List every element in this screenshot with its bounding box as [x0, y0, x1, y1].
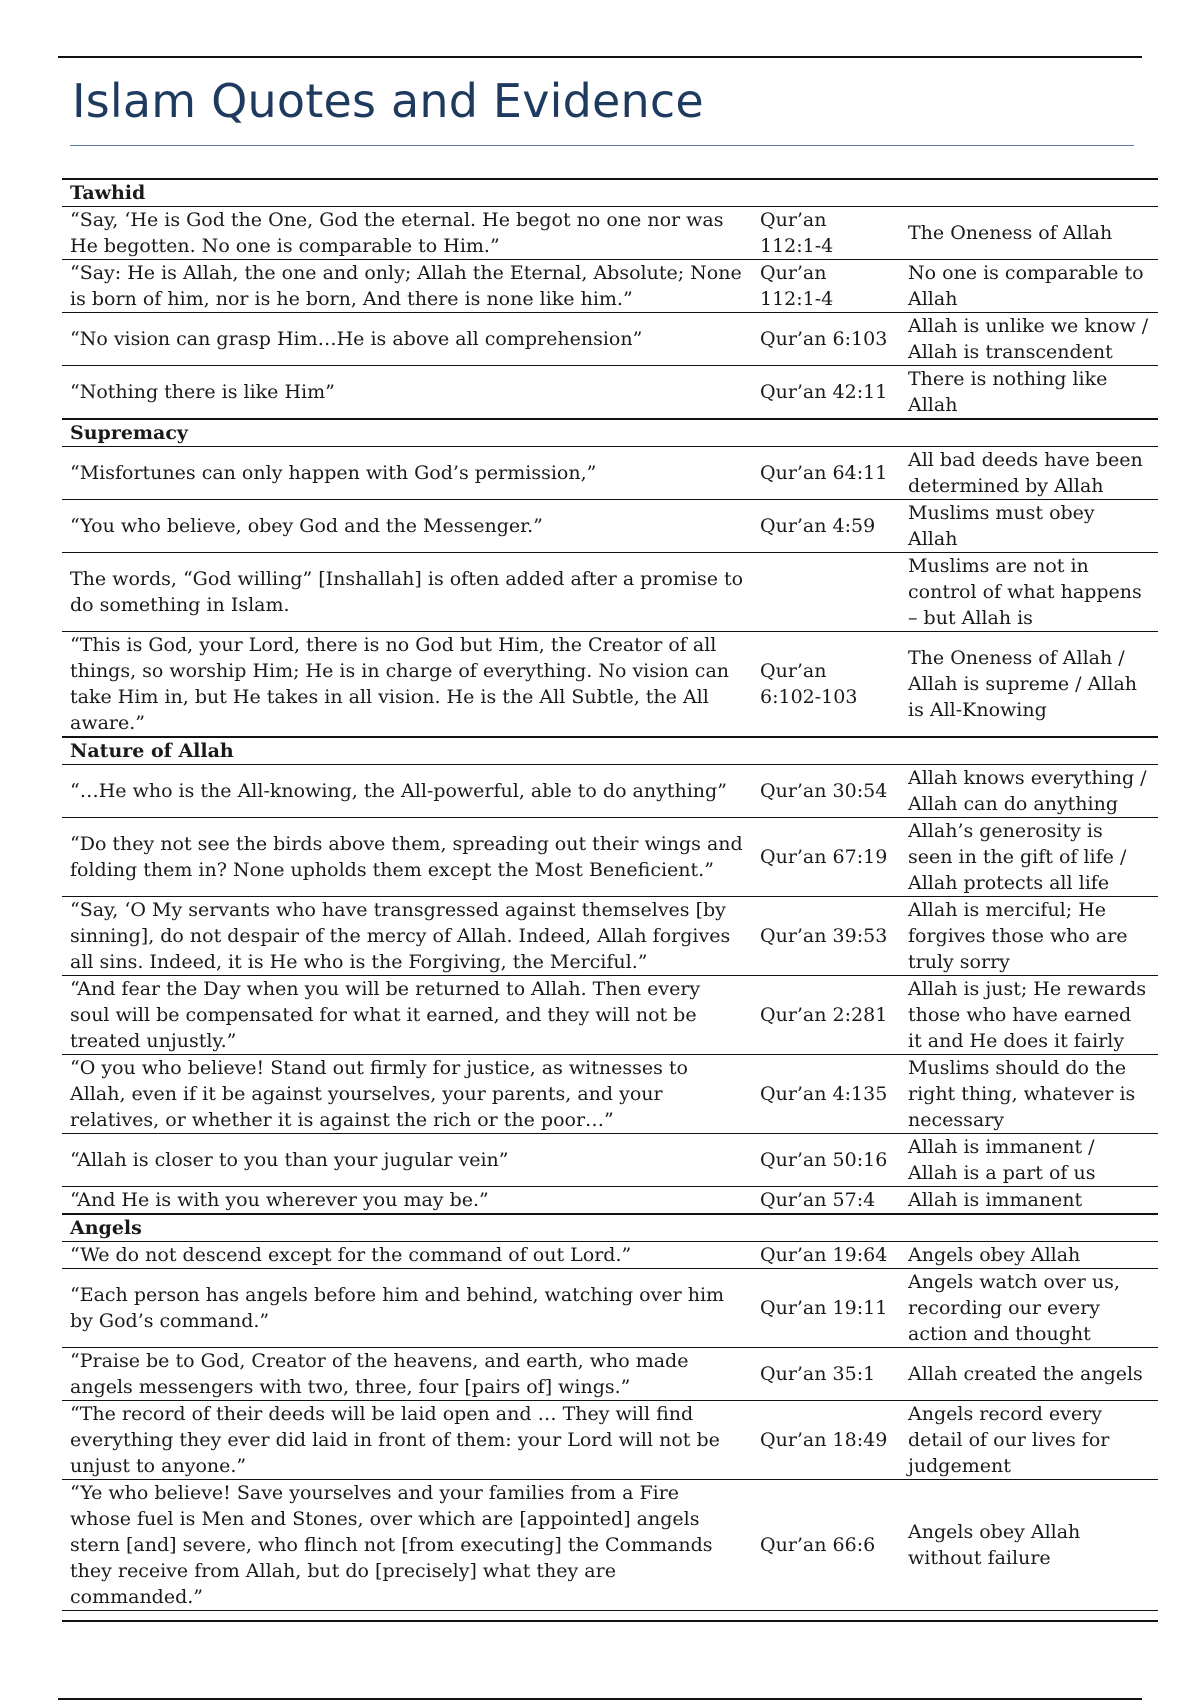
meaning-cell: All bad deeds have been determined by Allah — [900, 447, 1158, 500]
quote-cell: “And fear the Day when you will be returned to Allah. Then every soul will be compensated for what it earned, and they will not be treated unjustly.” — [62, 976, 752, 1055]
reference-cell: Qur’an 6:103 — [752, 313, 900, 366]
meaning-cell: Allah created the angels — [900, 1348, 1158, 1401]
meaning-cell: Angels record every detail of our lives for judgement — [900, 1401, 1158, 1480]
quote-cell: “Allah is closer to you than your jugular vein” — [62, 1134, 752, 1187]
reference-cell — [752, 553, 900, 632]
reference-cell: Qur’an 66:6 — [752, 1480, 900, 1611]
section-header-row — [62, 179, 1158, 207]
quote-cell: The words, “God willing” [Inshallah] is often added after a promise to do something in Islam. — [62, 553, 752, 632]
table-row — [62, 897, 1158, 976]
reference-cell: Qur’an 112:1-4 — [752, 207, 900, 260]
table-row — [62, 500, 1158, 553]
reference-cell: Qur’an 112:1-4 — [752, 260, 900, 313]
meaning-cell: There is nothing like Allah — [900, 366, 1158, 420]
table-row — [62, 1401, 1158, 1480]
table-row — [62, 818, 1158, 897]
meaning-cell: No one is comparable to Allah — [900, 260, 1158, 313]
table-row — [62, 632, 1158, 738]
table-row — [62, 1480, 1158, 1611]
table-row — [62, 207, 1158, 260]
reference-cell: Qur’an 6:102-103 — [752, 632, 900, 738]
table-row — [62, 1187, 1158, 1215]
table-row — [62, 447, 1158, 500]
quote-cell: “Say: He is Allah, the one and only; Allah the Eternal, Absolute; None is born of him, nor is he born, And there is none like him.” — [62, 260, 752, 313]
meaning-cell: Allah’s generosity is seen in the gift of life / Allah protects all life — [900, 818, 1158, 897]
reference-cell: Qur’an 4:135 — [752, 1055, 900, 1134]
quote-cell: “Praise be to God, Creator of the heavens, and earth, who made angels messengers with two, three, four [pairs of] wings.” — [62, 1348, 752, 1401]
table-row — [62, 1055, 1158, 1134]
section-header-row — [62, 737, 1158, 765]
reference-cell: Qur’an 57:4 — [752, 1187, 900, 1215]
reference-cell: Qur’an 19:64 — [752, 1242, 900, 1269]
meaning-cell: Muslims should do the right thing, whatever is necessary — [900, 1055, 1158, 1134]
quote-cell: “Misfortunes can only happen with God’s permission,” — [62, 447, 752, 500]
page-title: Islam Quotes and Evidence — [72, 74, 704, 128]
reference-cell: Qur’an 19:11 — [752, 1269, 900, 1348]
table-end-rule — [62, 1620, 1158, 1622]
table-row — [62, 765, 1158, 818]
table-row — [62, 553, 1158, 632]
meaning-cell: Allah knows everything / Allah can do anything — [900, 765, 1158, 818]
section-heading: Angels — [62, 1214, 1158, 1242]
reference-cell: Qur’an 35:1 — [752, 1348, 900, 1401]
quote-cell: “No vision can grasp Him…He is above all comprehension” — [62, 313, 752, 366]
reference-cell: Qur’an 2:281 — [752, 976, 900, 1055]
meaning-cell: The Oneness of Allah — [900, 207, 1158, 260]
quote-cell: “Say, ‘He is God the One, God the eternal. He begot no one nor was He begotten. No one is comparable to Him.” — [62, 207, 752, 260]
table-row — [62, 1269, 1158, 1348]
top-rule — [58, 56, 1142, 58]
section-header-row — [62, 419, 1158, 447]
reference-cell: Qur’an 42:11 — [752, 366, 900, 420]
table-row — [62, 366, 1158, 420]
meaning-cell: Angels obey Allah — [900, 1242, 1158, 1269]
table-row — [62, 1348, 1158, 1401]
section-heading: Tawhid — [62, 179, 1158, 207]
quote-cell: “And He is with you wherever you may be.” — [62, 1187, 752, 1215]
quote-cell: “O you who believe! Stand out firmly for justice, as witnesses to Allah, even if it be against yourselves, your parents, and your relatives, or whether it is against the rich or the poor…” — [62, 1055, 752, 1134]
table-row — [62, 313, 1158, 366]
meaning-cell: The Oneness of Allah / Allah is supreme / Allah is All-Knowing — [900, 632, 1158, 738]
table-row — [62, 1134, 1158, 1187]
meaning-cell: Muslims are not in control of what happens – but Allah is — [900, 553, 1158, 632]
table-row — [62, 976, 1158, 1055]
quote-cell: “Say, ‘O My servants who have transgressed against themselves [by sinning], do not despair of the mercy of Allah. Indeed, Allah forgives all sins. Indeed, it is He who is the Forgiving, the Merciful.” — [62, 897, 752, 976]
quote-cell: “Nothing there is like Him” — [62, 366, 752, 420]
quote-cell: “…He who is the All-knowing, the All-powerful, able to do anything” — [62, 765, 752, 818]
quote-cell: “Ye who believe! Save yourselves and your families from a Fire whose fuel is Men and Stones, over which are [appointed] angels stern [and] severe, who flinch not [from executing] the Commands they receive from Allah, but do [precisely] what they are commanded.” — [62, 1480, 752, 1611]
quote-cell: “This is God, your Lord, there is no God but Him, the Creator of all things, so worship Him; He is in charge of everything. No vision can take Him in, but He takes in all vision. He is the All Subtle, the All aware.” — [62, 632, 752, 738]
quote-cell: “The record of their deeds will be laid open and … They will find everything they ever did laid in front of them: your Lord will not be unjust to anyone.” — [62, 1401, 752, 1480]
reference-cell: Qur’an 18:49 — [752, 1401, 900, 1480]
reference-cell: Qur’an 67:19 — [752, 818, 900, 897]
meaning-cell: Allah is immanent — [900, 1187, 1158, 1215]
section-heading: Supremacy — [62, 419, 1158, 447]
meaning-cell: Allah is just; He rewards those who have earned it and He does it fairly — [900, 976, 1158, 1055]
meaning-cell: Angels watch over us, recording our every action and thought — [900, 1269, 1158, 1348]
quote-cell: “You who believe, obey God and the Messenger.” — [62, 500, 752, 553]
meaning-cell: Muslims must obey Allah — [900, 500, 1158, 553]
meaning-cell: Angels obey Allah without failure — [900, 1480, 1158, 1611]
quote-cell: “Each person has angels before him and behind, watching over him by God’s command.” — [62, 1269, 752, 1348]
section-header-row — [62, 1214, 1158, 1242]
meaning-cell: Allah is immanent / Allah is a part of us — [900, 1134, 1158, 1187]
title-underline — [70, 145, 1134, 146]
quote-cell: “We do not descend except for the command of out Lord.” — [62, 1242, 752, 1269]
table-row — [62, 260, 1158, 313]
table-row — [62, 1242, 1158, 1269]
quote-cell: “Do they not see the birds above them, spreading out their wings and folding them in? None upholds them except the Most Beneficient.” — [62, 818, 752, 897]
meaning-cell: Allah is unlike we know / Allah is transcendent — [900, 313, 1158, 366]
section-heading: Nature of Allah — [62, 737, 1158, 765]
reference-cell: Qur’an 30:54 — [752, 765, 900, 818]
reference-cell: Qur’an 50:16 — [752, 1134, 900, 1187]
reference-cell: Qur’an 64:11 — [752, 447, 900, 500]
reference-cell: Qur’an 39:53 — [752, 897, 900, 976]
meaning-cell: Allah is merciful; He forgives those who are truly sorry — [900, 897, 1158, 976]
quotes-table — [62, 178, 1158, 1611]
reference-cell: Qur’an 4:59 — [752, 500, 900, 553]
